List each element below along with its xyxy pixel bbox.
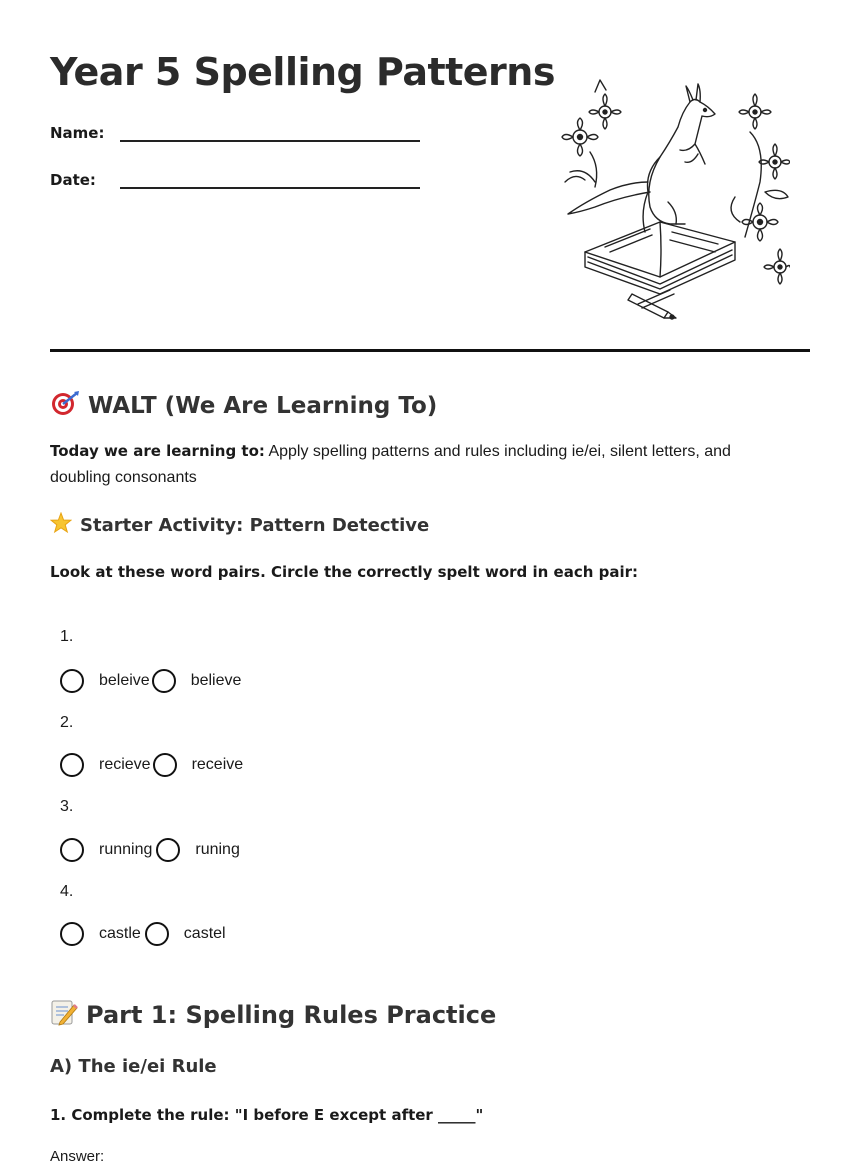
walt-description [50,438,790,491]
option-label: believe [190,672,242,689]
name-label: Name: [50,124,105,142]
ie-ei-rule-heading: A) The ie/ei Rule [50,1056,217,1077]
option-label: beleive [99,672,150,689]
date-field [50,169,420,189]
question-number: 4. [60,883,74,900]
walt-heading-text: WALT (We Are Learning To) [88,393,438,419]
starter-instruction: Look at these word pairs. Circle the correctly spelt word in each pair: [50,563,639,581]
radio-button[interactable] [60,669,84,693]
date-label: Date: [50,171,96,189]
option-label: castle [99,925,141,942]
option-label: runing [195,841,240,858]
question-options [60,669,241,693]
rule-question: 1. Complete the rule: "I before E except after _____" [50,1106,484,1124]
header-divider [50,349,810,352]
part1-heading-text: Part 1: Spelling Rules Practice [86,1001,497,1029]
option-label: recieve [99,756,151,773]
question-options [60,838,240,862]
date-input-line[interactable] [120,169,420,189]
name-field [50,122,420,142]
radio-button[interactable] [60,753,84,777]
radio-button[interactable] [156,838,180,862]
walt-heading [50,390,437,422]
radio-button[interactable] [60,922,84,946]
page-title: Year 5 Spelling Patterns [50,50,555,94]
option-label: castel [183,925,226,942]
radio-button[interactable] [60,838,84,862]
question-number: 1. [60,628,74,645]
starter-heading-text: Starter Activity: Pattern Detective [80,515,430,536]
question-options [60,753,243,777]
option-label: running [99,841,153,858]
option-label: receive [191,756,244,773]
kangaroo-on-book-illustration [550,72,790,322]
answer-label: Answer: [50,1148,105,1165]
starter-heading [50,512,429,539]
radio-button[interactable] [153,753,177,777]
radio-button[interactable] [152,669,176,693]
radio-button[interactable] [145,922,169,946]
walt-intro-text: Apply spelling patterns and rules including ie/ei, silent letters, and doubling consonants [50,443,731,486]
name-input-line[interactable] [120,122,420,142]
glowing-star-icon [50,512,72,539]
target-icon [50,390,80,422]
walt-intro-bold: Today we are learning to: [50,442,265,460]
question-number: 2. [60,714,74,731]
question-options [60,922,226,946]
question-number: 3. [60,798,74,815]
memo-icon [50,998,78,1032]
part1-heading [50,998,496,1032]
